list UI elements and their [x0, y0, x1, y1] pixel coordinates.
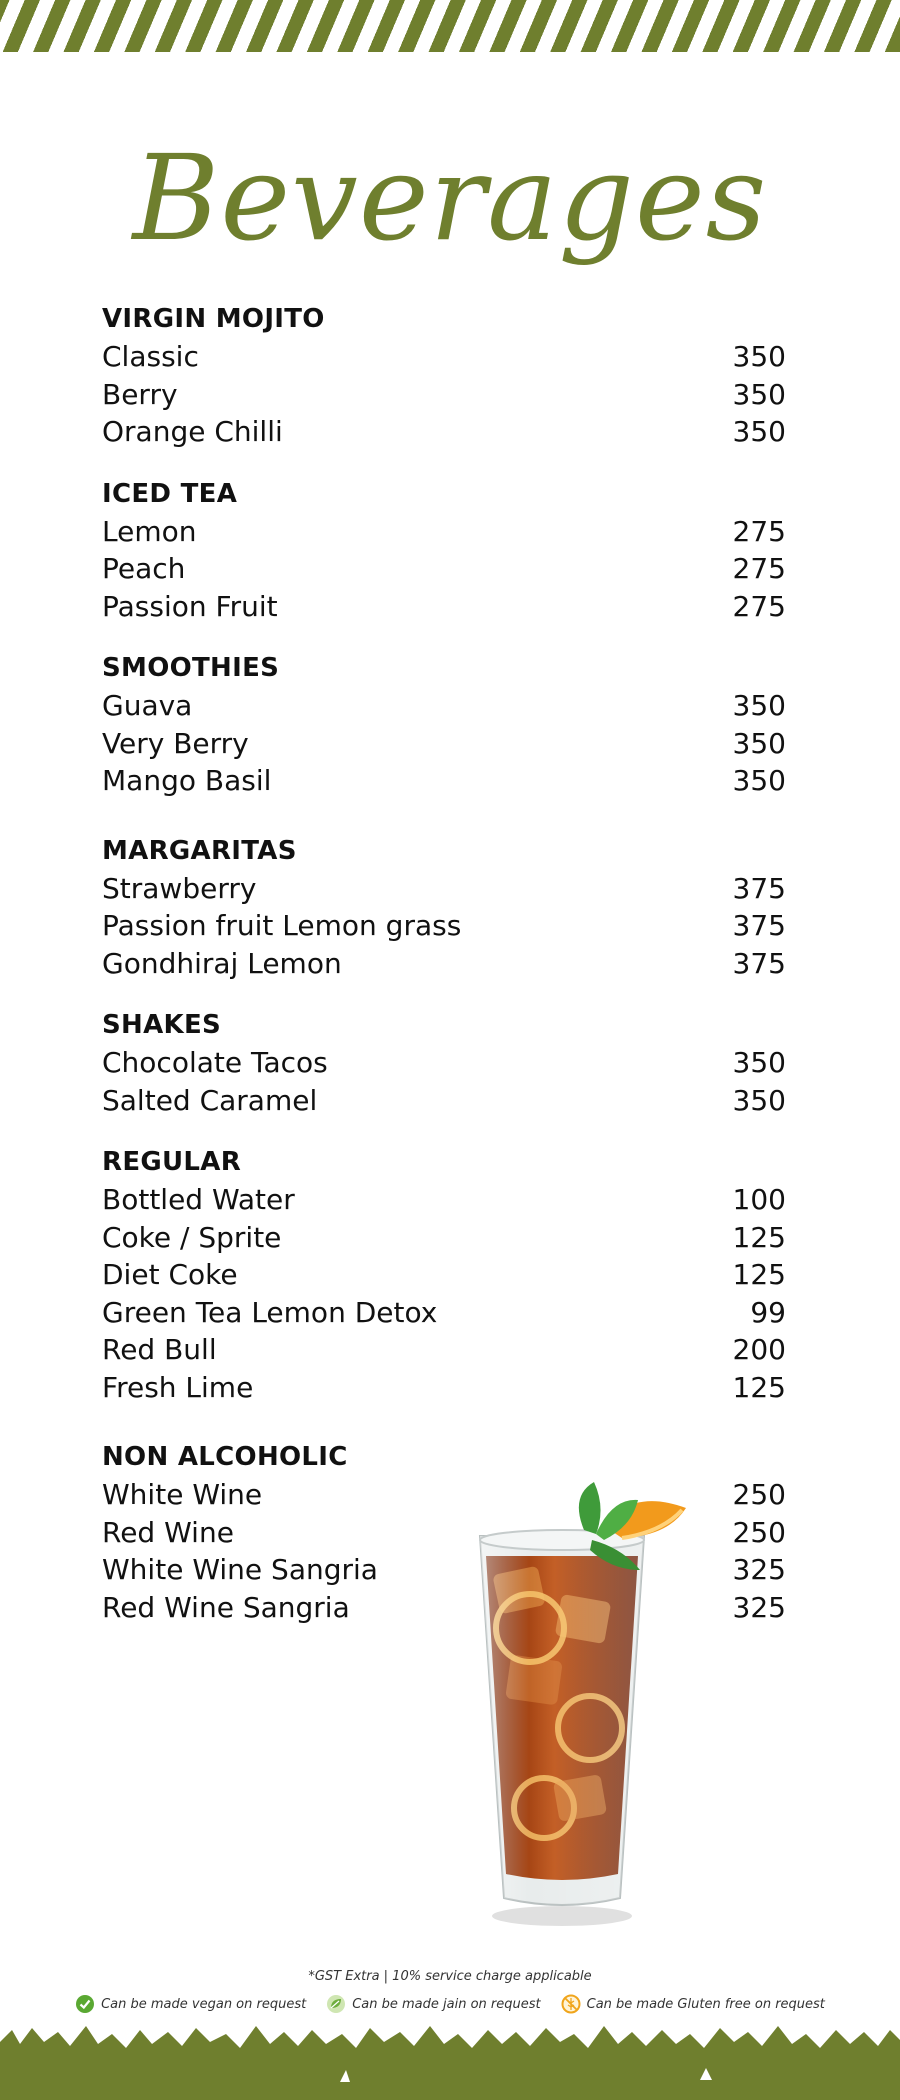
item-name: Coke / Sprite: [102, 1220, 282, 1254]
menu-item: [102, 1219, 786, 1257]
item-price: 350: [732, 377, 786, 411]
diet-legend: [0, 1994, 900, 2014]
item-name: Lemon: [102, 514, 197, 548]
menu-item: [102, 762, 786, 800]
item-name: Classic: [102, 340, 199, 373]
legend-label: Can be made Gluten free on request: [586, 1996, 825, 2012]
item-price: 375: [732, 946, 786, 980]
item-price: 275: [732, 514, 786, 548]
menu-item: [102, 687, 786, 725]
item-name: Fresh Lime: [102, 1370, 254, 1404]
footer-note: *GST Extra | 10% service charge applicable: [308, 1969, 592, 1984]
page-title: Beverages: [132, 129, 768, 267]
section-regular: [102, 1143, 786, 1406]
menu-item: [102, 550, 786, 588]
item-name: Salted Caramel: [102, 1083, 318, 1117]
item-name: Berry: [102, 377, 178, 411]
menu-item: [102, 870, 786, 908]
item-name: Passion Fruit: [102, 589, 278, 623]
item-name: Red Wine: [102, 1515, 234, 1549]
jain-leaf-icon: [326, 1994, 346, 2014]
section-title: ICED TEA: [102, 478, 238, 509]
section-title: MARGARITAS: [102, 835, 297, 866]
item-price: 250: [732, 1478, 786, 1511]
legend-vegan: [75, 1994, 306, 2014]
item-price: 350: [732, 415, 786, 448]
menu-item: [102, 338, 786, 376]
section-title: SHAKES: [102, 1010, 222, 1040]
item-name: White Wine: [102, 1478, 263, 1511]
gluten-free-icon: [561, 1994, 581, 2014]
section-title: NON ALCOHOLIC: [102, 1442, 348, 1472]
legend-label: Can be made vegan on request: [101, 1996, 307, 2012]
item-price: 350: [732, 764, 786, 797]
item-price: 99: [750, 1295, 786, 1329]
menu-item: [102, 1256, 786, 1294]
item-name: Very Berry: [102, 726, 249, 760]
item-price: 325: [732, 1590, 786, 1624]
item-price: 350: [732, 1083, 786, 1117]
item-price: 350: [732, 726, 786, 760]
item-name: Gondhiraj Lemon: [102, 946, 342, 980]
item-name: Green Tea Lemon Detox: [102, 1295, 438, 1329]
legend-label: Can be made jain on request: [352, 1996, 541, 2012]
section-shakes: [102, 1006, 786, 1119]
vegan-check-icon: [75, 1994, 95, 2014]
top-stripe-border: [0, 0, 900, 52]
legend-gluten-free: [561, 1994, 825, 2014]
item-name: Guava: [102, 689, 193, 722]
item-name: Peach: [102, 552, 186, 585]
menu-item: [102, 1294, 786, 1332]
menu-item: [102, 1044, 786, 1082]
section-smoothies: [102, 649, 786, 800]
item-price: 250: [732, 1515, 786, 1549]
item-name: Passion fruit Lemon grass: [102, 909, 462, 942]
item-price: 350: [732, 340, 786, 373]
section-title: SMOOTHIES: [102, 653, 280, 683]
item-price: 125: [732, 1370, 786, 1404]
menu-item: [102, 1181, 786, 1219]
item-name: Diet Coke: [102, 1258, 238, 1291]
item-price: 275: [732, 589, 786, 623]
item-name: Red Bull: [102, 1333, 217, 1366]
iced-tea-illustration: [472, 1478, 698, 1932]
menu-item: [102, 513, 786, 551]
menu-item: [102, 1082, 786, 1120]
section-title: VIRGIN MOJITO: [102, 304, 325, 334]
section-title: REGULAR: [102, 1147, 242, 1177]
menu-list: [102, 300, 786, 1650]
menu-item: [102, 945, 786, 983]
item-price: 375: [732, 909, 786, 942]
item-price: 200: [732, 1333, 786, 1366]
item-price: 325: [732, 1553, 786, 1586]
item-price: 125: [732, 1220, 786, 1254]
item-name: Chocolate Tacos: [102, 1046, 328, 1079]
section-virgin-mojito: [102, 300, 786, 451]
item-price: 350: [732, 1046, 786, 1079]
legend-jain: [326, 1994, 540, 2014]
menu-item: [102, 1331, 786, 1369]
menu-item: [102, 1369, 786, 1407]
section-margaritas: [102, 832, 786, 983]
item-price: 125: [732, 1258, 786, 1291]
item-price: 350: [732, 689, 786, 722]
menu-item: [102, 907, 786, 945]
item-price: 100: [732, 1183, 786, 1216]
item-price: 375: [732, 871, 786, 905]
item-name: Orange Chilli: [102, 415, 283, 448]
menu-item: [102, 588, 786, 626]
menu-item: [102, 413, 786, 451]
menu-item: [102, 376, 786, 414]
section-iced-tea: [102, 475, 786, 626]
grass-border: [0, 2022, 900, 2100]
item-name: White Wine Sangria: [102, 1553, 378, 1586]
item-name: Bottled Water: [102, 1183, 295, 1216]
item-name: Strawberry: [102, 871, 257, 905]
menu-item: [102, 725, 786, 763]
item-name: Mango Basil: [102, 764, 272, 797]
item-name: Red Wine Sangria: [102, 1590, 350, 1624]
item-price: 275: [732, 552, 786, 585]
